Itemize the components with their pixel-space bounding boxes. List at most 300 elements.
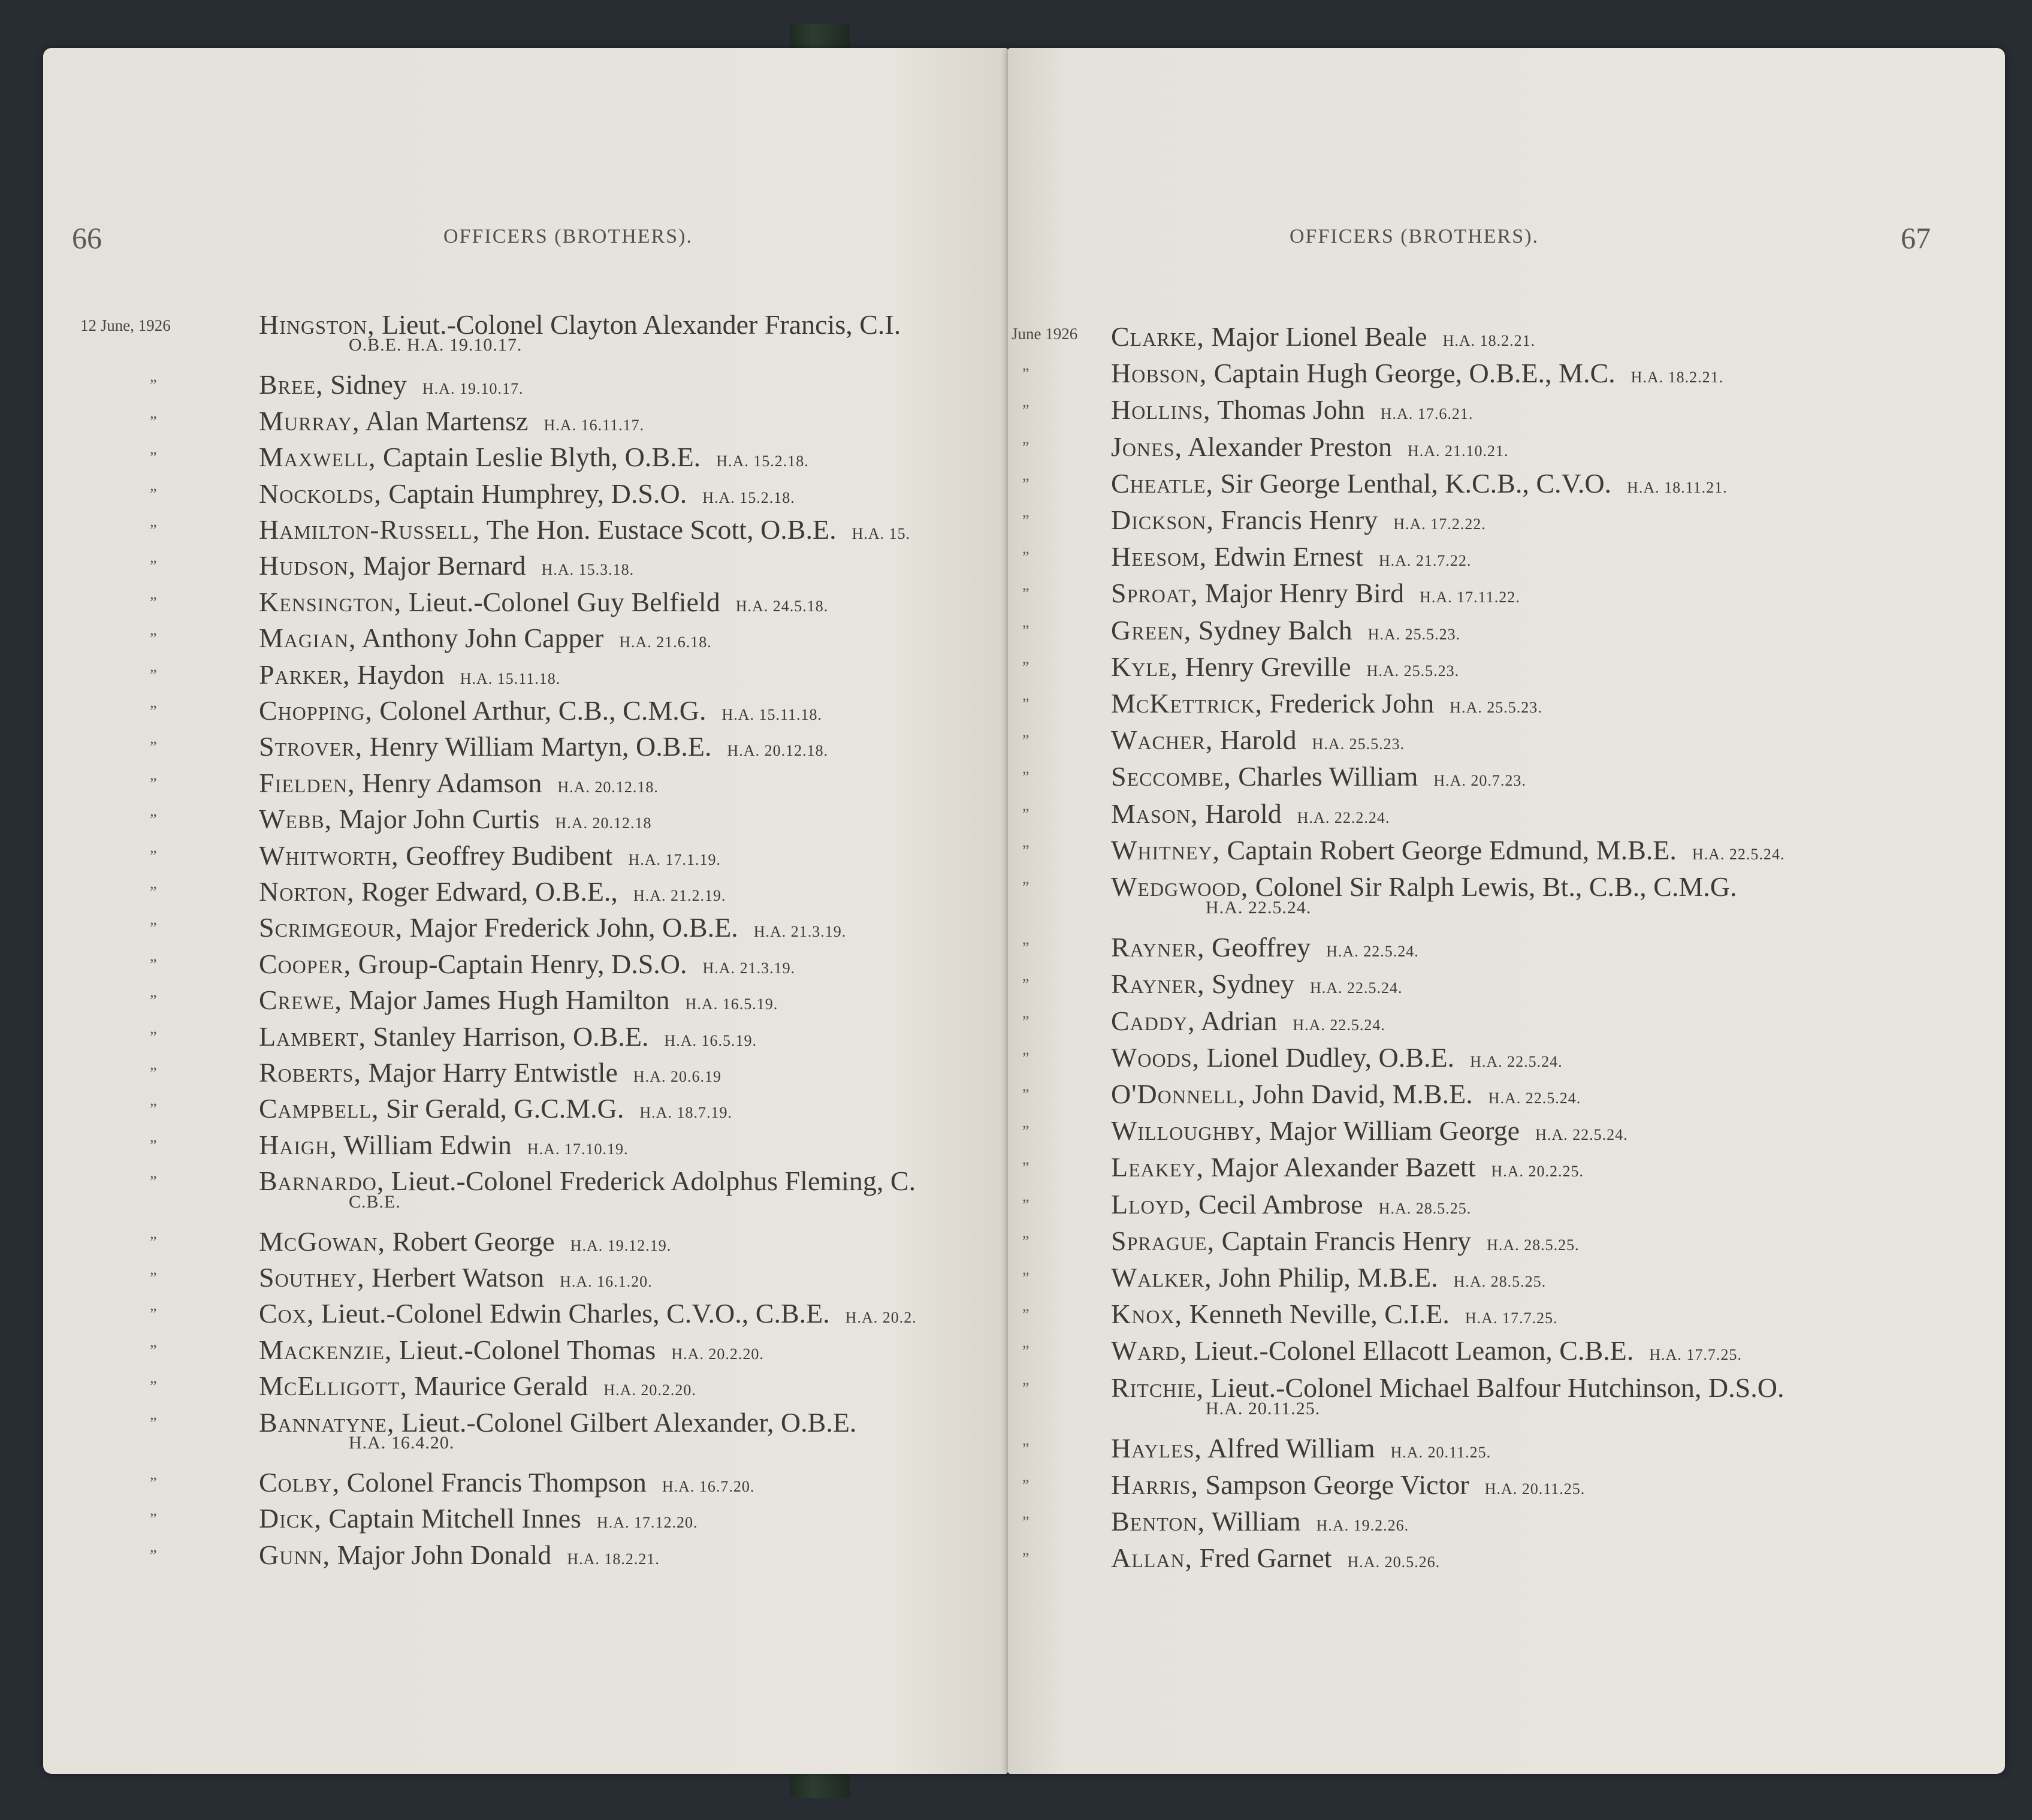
surname: Allan, xyxy=(1111,1543,1193,1574)
ha-date: H.A. 17.12.20. xyxy=(596,1514,698,1532)
date-label: June 1926 xyxy=(1012,325,1078,343)
forenames: Charles William xyxy=(1231,761,1418,792)
officer-entry xyxy=(1111,686,1542,726)
ditto-mark: ” xyxy=(150,919,157,937)
ha-date: H.A. 17.7.25. xyxy=(1465,1309,1558,1327)
surname: Hobson, xyxy=(1111,358,1207,389)
forenames: Major William George xyxy=(1262,1115,1520,1146)
ha-date: H.A. 20.2.25. xyxy=(1491,1163,1584,1181)
officer-entry xyxy=(1111,832,1785,873)
surname: Hayles, xyxy=(1111,1432,1202,1463)
forenames: Alan Martensz xyxy=(360,405,529,436)
surname: Walker, xyxy=(1111,1262,1212,1293)
ha-date: H.A. 20.11.25. xyxy=(1484,1480,1586,1498)
ditto-mark: ” xyxy=(150,1414,157,1432)
surname: Southey, xyxy=(259,1262,365,1293)
surname: Wedgwood, xyxy=(1111,871,1249,902)
forenames: Herbert Watson xyxy=(364,1262,545,1293)
ditto-mark: ” xyxy=(150,593,157,611)
officer-entry xyxy=(1111,1076,1581,1116)
surname: Green, xyxy=(1111,614,1192,645)
officer-entry xyxy=(259,584,828,624)
ha-date: H.A. 17.6.21. xyxy=(1380,405,1474,423)
officer-entry xyxy=(259,1091,732,1131)
ditto-mark: ” xyxy=(1022,768,1029,786)
officer-entry xyxy=(1111,612,1460,653)
surname: Caddy, xyxy=(1111,1005,1195,1036)
ha-date: H.A. 25.5.23. xyxy=(1366,662,1460,680)
surname: Magian, xyxy=(259,623,357,654)
ha-date: H.A. 17.2.22. xyxy=(1393,515,1486,533)
surname: Fielden, xyxy=(259,767,355,798)
officer-entry xyxy=(259,1465,754,1505)
surname: Gunn, xyxy=(259,1539,331,1570)
surname: Sprague, xyxy=(1111,1225,1215,1256)
ha-date: H.A. 20.11.25. xyxy=(1390,1443,1491,1461)
ha-date: H.A. 20.7.23. xyxy=(1433,772,1526,790)
ha-date: H.A. 15.2.18. xyxy=(702,488,795,506)
ditto-mark: ” xyxy=(1022,1232,1029,1250)
ha-date: H.A. 22.5.24. xyxy=(1535,1126,1628,1144)
officer-entry xyxy=(259,1332,764,1372)
ditto-mark: ” xyxy=(1022,548,1029,566)
ha-date: H.A. 25.5.23. xyxy=(1450,699,1542,716)
surname: Webb, xyxy=(259,804,333,835)
forenames: Captain Mitchell Innes xyxy=(321,1503,581,1534)
entry-continuation: C.B.E. xyxy=(349,1191,401,1212)
ditto-mark: ” xyxy=(1022,512,1029,529)
forenames: Major John Curtis xyxy=(332,804,540,835)
ha-date: H.A. 22.5.24. xyxy=(1326,943,1419,961)
forenames: Lieut.-Colonel Guy Belfield xyxy=(401,586,720,617)
surname: Hudson, xyxy=(259,550,356,581)
forenames: Sydney Balch xyxy=(1191,614,1352,645)
ha-date: H.A. 18.2.21. xyxy=(567,1550,660,1568)
surname: Colby, xyxy=(259,1467,340,1498)
forenames: Frederick John xyxy=(1263,688,1435,719)
ditto-mark: ” xyxy=(150,485,157,503)
surname: Willoughby, xyxy=(1111,1115,1263,1146)
ditto-mark: ” xyxy=(1022,438,1029,456)
ditto-mark: ” xyxy=(1022,402,1029,419)
forenames: William xyxy=(1205,1506,1301,1537)
forenames: John David, M.B.E. xyxy=(1245,1079,1473,1109)
ha-date: H.A. 15. xyxy=(852,525,911,542)
officer-entry xyxy=(259,403,644,443)
forenames: Harold xyxy=(1213,725,1297,756)
ditto-mark: ” xyxy=(1022,1086,1029,1103)
surname: Roberts, xyxy=(259,1057,361,1088)
entry-continuation: O.B.E. H.A. 19.10.17. xyxy=(349,335,523,355)
ha-date: H.A. 18.11.21. xyxy=(1627,478,1728,496)
ha-date: H.A. 24.5.18. xyxy=(735,597,829,615)
forenames: Sidney xyxy=(323,369,407,400)
ditto-mark: ” xyxy=(1022,1049,1029,1067)
surname: Jones, xyxy=(1111,431,1182,462)
entry-continuation: H.A. 20.11.25. xyxy=(1206,1398,1321,1418)
forenames: Stanley Harrison, O.B.E. xyxy=(366,1021,649,1052)
surname: Bannatyne, xyxy=(259,1406,395,1438)
forenames: Adrian xyxy=(1195,1005,1278,1036)
ditto-mark: ” xyxy=(150,1100,157,1118)
ditto-mark: ” xyxy=(1022,1513,1029,1531)
officer-entry xyxy=(259,1019,757,1059)
ditto-mark: ” xyxy=(1022,658,1029,676)
ha-date: H.A. 20.6.19 xyxy=(633,1068,721,1085)
surname: Lloyd, xyxy=(1111,1188,1192,1220)
surname: Mason, xyxy=(1111,798,1198,829)
ha-date: H.A. 16.5.19. xyxy=(685,995,778,1013)
surname: Wacher, xyxy=(1111,725,1213,756)
officer-entry xyxy=(259,1537,660,1577)
surname: Scrimgeour, xyxy=(259,912,403,943)
ha-date: H.A. 17.11.22. xyxy=(1420,588,1520,606)
ditto-mark: ” xyxy=(1022,1159,1029,1177)
ditto-mark: ” xyxy=(1022,841,1029,859)
ha-date: H.A. 21.6.18. xyxy=(619,633,712,651)
ditto-mark: ” xyxy=(150,1378,157,1396)
ha-date: H.A. 28.5.25. xyxy=(1487,1236,1580,1254)
ditto-mark: ” xyxy=(1022,695,1029,713)
ditto-mark: ” xyxy=(1022,732,1029,750)
ha-date: H.A. 19.2.26. xyxy=(1316,1517,1409,1535)
officer-entry xyxy=(1111,319,1535,359)
forenames: Geoffrey Budibent xyxy=(398,840,613,871)
surname: Nockolds, xyxy=(259,478,382,509)
ha-date: H.A. 21.10.21. xyxy=(1408,442,1509,460)
ha-date: H.A. 22.5.24. xyxy=(1293,1016,1385,1034)
officer-entry xyxy=(1111,1467,1585,1507)
ditto-mark: ” xyxy=(150,521,157,539)
forenames: Major Frederick John, O.B.E. xyxy=(403,912,738,943)
forenames: Sydney xyxy=(1204,968,1294,1000)
ha-date: H.A. 22.2.24. xyxy=(1297,808,1390,826)
officer-entry xyxy=(1111,966,1403,1006)
officer-entry xyxy=(1111,1003,1385,1043)
entry-continuation: H.A. 22.5.24. xyxy=(1206,898,1312,918)
forenames: Colonel Sir Ralph Lewis, Bt., C.B., C.M.G. xyxy=(1248,871,1737,902)
ha-date: H.A. 15.11.18. xyxy=(460,669,561,687)
forenames: John Philip, M.B.E. xyxy=(1212,1262,1438,1293)
ditto-mark: ” xyxy=(150,1136,157,1154)
ha-date: H.A. 15.11.18. xyxy=(721,706,823,723)
ha-date: H.A. 21.2.19. xyxy=(633,887,726,904)
forenames: Captain Leslie Blyth, O.B.E. xyxy=(376,442,701,473)
officer-entry xyxy=(1111,1149,1584,1190)
forenames: Lieut.-Colonel Thomas xyxy=(392,1334,656,1365)
ditto-mark: ” xyxy=(150,1028,157,1046)
officer-entry xyxy=(1111,1223,1580,1263)
surname: Kyle, xyxy=(1111,651,1178,682)
right-page xyxy=(1008,48,2005,1774)
officer-entry xyxy=(1111,1504,1409,1544)
surname: Hollins, xyxy=(1111,394,1211,425)
officer-entry xyxy=(259,946,795,986)
officer-entry xyxy=(1111,1430,1491,1471)
forenames: Major Harry Entwistle xyxy=(361,1057,618,1088)
ha-date: H.A. 20.12.18. xyxy=(727,742,829,760)
officer-entry xyxy=(259,512,910,552)
ha-date: H.A. 19.12.19. xyxy=(570,1236,672,1254)
forenames: Robert George xyxy=(385,1226,555,1257)
ditto-mark: ” xyxy=(1022,939,1029,957)
surname: Crewe, xyxy=(259,985,342,1016)
ha-date: H.A. 25.5.23. xyxy=(1312,735,1405,753)
forenames: Lionel Dudley, O.B.E. xyxy=(1200,1042,1455,1073)
ha-date: H.A. 16.1.20. xyxy=(560,1273,653,1290)
entry-continuation: H.A. 16.4.20. xyxy=(349,1433,455,1453)
surname: Ward, xyxy=(1111,1335,1188,1366)
officer-entry xyxy=(259,1368,696,1408)
surname: Rayner, xyxy=(1111,932,1205,963)
surname: Dickson, xyxy=(1111,505,1214,535)
forenames: Sampson George Victor xyxy=(1198,1469,1469,1500)
surname: O'Donnell, xyxy=(1111,1079,1246,1109)
forenames: Major Alexander Bazett xyxy=(1204,1152,1476,1183)
forenames: Lieut.-Colonel Ellacott Leamon, C.B.E. xyxy=(1187,1335,1634,1366)
ditto-mark: ” xyxy=(150,702,157,720)
surname: Seccombe, xyxy=(1111,761,1231,792)
forenames: Henry Greville xyxy=(1177,651,1351,682)
officer-entry xyxy=(1111,1040,1563,1080)
ha-date: H.A. 28.5.25. xyxy=(1453,1273,1547,1290)
forenames: Henry Adamson xyxy=(355,767,542,798)
ditto-mark: ” xyxy=(150,1341,157,1359)
surname: Whitney, xyxy=(1111,834,1220,865)
forenames: Colonel Arthur, C.B., C.M.G. xyxy=(372,695,706,726)
ditto-mark: ” xyxy=(1022,805,1029,823)
forenames: Captain Humphrey, D.S.O. xyxy=(381,478,687,509)
forenames: Colonel Francis Thompson xyxy=(340,1467,647,1498)
officer-entry xyxy=(1111,502,1486,542)
ditto-mark: ” xyxy=(150,883,157,901)
surname: Dick, xyxy=(259,1503,322,1534)
officer-entry xyxy=(259,1055,721,1095)
surname: Cox, xyxy=(259,1298,315,1329)
officer-entry xyxy=(259,982,778,1022)
surname: Hingston, xyxy=(259,309,375,340)
surname: Campbell, xyxy=(259,1093,379,1124)
surname: McGowan, xyxy=(259,1226,385,1257)
surname: McElligott, xyxy=(259,1371,407,1402)
ditto-mark: ” xyxy=(150,1474,157,1492)
ditto-mark: ” xyxy=(1022,1012,1029,1030)
surname: Rayner, xyxy=(1111,968,1205,1000)
forenames: Harold xyxy=(1198,798,1282,829)
ha-date: H.A. 15.3.18. xyxy=(541,561,635,579)
officer-entry xyxy=(1111,539,1471,579)
ditto-mark: ” xyxy=(150,1269,157,1287)
officer-entry xyxy=(259,439,809,479)
ha-date: H.A. 25.5.23. xyxy=(1367,625,1461,643)
forenames: Lieut.-Colonel Edwin Charles, C.V.O., C.B.E. xyxy=(314,1298,830,1329)
forenames: Cecil Ambrose xyxy=(1191,1188,1363,1220)
left-page xyxy=(43,48,1008,1774)
forenames: Kenneth Neville, C.I.E. xyxy=(1182,1299,1450,1330)
surname: Maxwell, xyxy=(259,442,376,473)
ha-date: H.A. 17.10.19. xyxy=(527,1140,629,1158)
surname: Sproat, xyxy=(1111,578,1198,609)
surname: Chopping, xyxy=(259,695,373,726)
ha-date: H.A. 20.2.20. xyxy=(603,1381,696,1399)
forenames: Major Henry Bird xyxy=(1198,578,1405,609)
forenames: Roger Edward, O.B.E., xyxy=(354,876,618,907)
officer-entry xyxy=(259,657,560,697)
ditto-mark: ” xyxy=(150,811,157,829)
page-number: 67 xyxy=(1901,221,1931,255)
ditto-mark: ” xyxy=(150,955,157,973)
forenames: Alexander Preston xyxy=(1182,431,1392,462)
ditto-mark: ” xyxy=(1022,585,1029,603)
officer-entry xyxy=(259,548,634,588)
forenames: Sir George Lenthal, K.C.B., C.V.O. xyxy=(1213,467,1612,499)
forenames: Lieut.-Colonel Frederick Adolphus Fleming, C. xyxy=(384,1166,916,1197)
ha-date: H.A. 28.5.25. xyxy=(1378,1199,1472,1217)
forenames: Maurice Gerald xyxy=(407,1371,588,1402)
surname: Ritchie, xyxy=(1111,1372,1204,1403)
officer-entry xyxy=(1111,1260,1546,1300)
forenames: Group-Captain Henry, D.S.O. xyxy=(351,948,687,979)
officer-entry xyxy=(259,801,652,841)
surname: McKettrick, xyxy=(1111,688,1263,719)
ditto-mark: ” xyxy=(150,1546,157,1564)
ditto-mark: ” xyxy=(1022,1306,1029,1324)
ditto-mark: ” xyxy=(1022,1550,1029,1568)
officer-entry xyxy=(259,1127,628,1167)
ha-date: H.A. 21.7.22. xyxy=(1378,552,1472,570)
surname: Knox, xyxy=(1111,1299,1183,1330)
officer-entry xyxy=(259,765,659,805)
officer-entry xyxy=(1111,869,1737,905)
officer-entry xyxy=(259,910,846,950)
ditto-mark: ” xyxy=(1022,1342,1029,1360)
officer-entry xyxy=(1111,1296,1557,1336)
ha-date: H.A. 16.11.17. xyxy=(544,416,645,434)
surname: Woods, xyxy=(1111,1042,1200,1073)
officer-entry xyxy=(259,367,523,407)
ha-date: H.A. 16.7.20. xyxy=(662,1478,755,1495)
officer-entry xyxy=(1111,796,1390,836)
surname: Cooper, xyxy=(259,948,352,979)
ditto-mark: ” xyxy=(150,1233,157,1251)
ha-date: H.A. 22.5.24. xyxy=(1692,845,1785,863)
ha-date: H.A. 18.2.21. xyxy=(1442,332,1536,349)
entry-list xyxy=(1008,48,2005,1774)
ditto-mark: ” xyxy=(1022,621,1029,639)
officer-entry xyxy=(1111,722,1405,762)
ditto-mark: ” xyxy=(1022,365,1029,383)
forenames: Henry William Martyn, O.B.E. xyxy=(363,731,712,762)
ha-date: H.A. 22.5.24. xyxy=(1470,1052,1563,1070)
ditto-mark: ” xyxy=(150,1510,157,1528)
forenames: Thomas John xyxy=(1210,394,1365,425)
officer-entry xyxy=(259,874,726,914)
ha-date: H.A. 22.5.24. xyxy=(1309,979,1403,997)
ha-date: H.A. 22.5.24. xyxy=(1488,1089,1581,1107)
officer-entry xyxy=(259,476,795,516)
forenames: Lieut.-Colonel Gilbert Alexander, O.B.E. xyxy=(394,1406,857,1438)
ha-date: H.A. 16.5.19. xyxy=(664,1031,757,1049)
officer-entry xyxy=(1111,575,1520,615)
surname: Lambert, xyxy=(259,1021,367,1052)
ditto-mark: ” xyxy=(1022,976,1029,994)
surname: Murray, xyxy=(259,405,360,436)
ha-date: H.A. 21.3.19. xyxy=(753,923,847,941)
ditto-mark: ” xyxy=(150,774,157,792)
officer-entry xyxy=(259,1224,671,1264)
surname: Benton, xyxy=(1111,1506,1206,1537)
forenames: Alfred William xyxy=(1201,1432,1375,1463)
ditto-mark: ” xyxy=(150,376,157,394)
surname: Cheatle, xyxy=(1111,467,1214,499)
ha-date: H.A. 18.7.19. xyxy=(639,1104,732,1122)
officer-entry xyxy=(1111,466,1728,506)
forenames: Geoffrey xyxy=(1204,932,1311,963)
forenames: Major Lionel Beale xyxy=(1204,321,1427,352)
forenames: William Edwin xyxy=(337,1129,512,1160)
surname: Harris, xyxy=(1111,1469,1198,1500)
forenames: Anthony John Capper xyxy=(356,623,604,654)
ditto-mark: ” xyxy=(1022,1379,1029,1397)
ditto-mark: ” xyxy=(150,412,157,430)
ditto-mark: ” xyxy=(150,738,157,756)
surname: Strover, xyxy=(259,731,363,762)
surname: Hamilton-Russell, xyxy=(259,514,481,545)
running-head: OFFICERS (BROTHERS). xyxy=(443,225,693,248)
running-head: OFFICERS (BROTHERS). xyxy=(1290,225,1539,248)
ditto-mark: ” xyxy=(1022,879,1029,896)
ha-date: H.A. 19.10.17. xyxy=(422,380,524,398)
forenames: Captain Robert George Edmund, M.B.E. xyxy=(1220,834,1677,865)
ditto-mark: ” xyxy=(150,1305,157,1323)
ditto-mark: ” xyxy=(150,1173,157,1191)
officer-entry xyxy=(1111,929,1419,970)
forenames: Captain Francis Henry xyxy=(1215,1225,1472,1256)
surname: Parker, xyxy=(259,659,351,690)
officer-entry xyxy=(1111,355,1723,396)
forenames: Haydon xyxy=(350,659,445,690)
ha-date: H.A. 15.2.18. xyxy=(716,452,809,470)
forenames: Major Bernard xyxy=(355,550,526,581)
officer-entry xyxy=(1111,1333,1742,1373)
forenames: Sir Gerald, G.C.M.G. xyxy=(379,1093,624,1124)
ha-date: H.A. 17.7.25. xyxy=(1649,1346,1742,1364)
surname: Norton, xyxy=(259,876,355,907)
forenames: The Hon. Eustace Scott, O.B.E. xyxy=(480,514,837,545)
surname: Leakey, xyxy=(1111,1152,1204,1183)
surname: Clarke, xyxy=(1111,321,1204,352)
ditto-mark: ” xyxy=(1022,1269,1029,1287)
surname: Barnardo, xyxy=(259,1166,385,1197)
page-number: 66 xyxy=(72,221,102,255)
ditto-mark: ” xyxy=(150,557,157,575)
officer-entry xyxy=(1111,429,1509,469)
ha-date: H.A. 20.12.18. xyxy=(557,778,659,796)
ha-date: H.A. 17.1.19. xyxy=(628,850,721,868)
officer-entry xyxy=(1111,1187,1471,1227)
officer-entry xyxy=(259,1260,653,1300)
ditto-mark: ” xyxy=(1022,1196,1029,1214)
date-label: 12 June, 1926 xyxy=(80,316,171,334)
forenames: Major James Hugh Hamilton xyxy=(342,985,670,1016)
forenames: Edwin Ernest xyxy=(1207,541,1363,572)
officer-entry xyxy=(259,693,822,733)
surname: Bree, xyxy=(259,369,324,400)
officer-entry xyxy=(1111,649,1459,689)
ditto-mark: ” xyxy=(150,1064,157,1082)
ha-date: H.A. 20.5.26. xyxy=(1347,1553,1441,1571)
officer-entry xyxy=(1111,392,1473,432)
